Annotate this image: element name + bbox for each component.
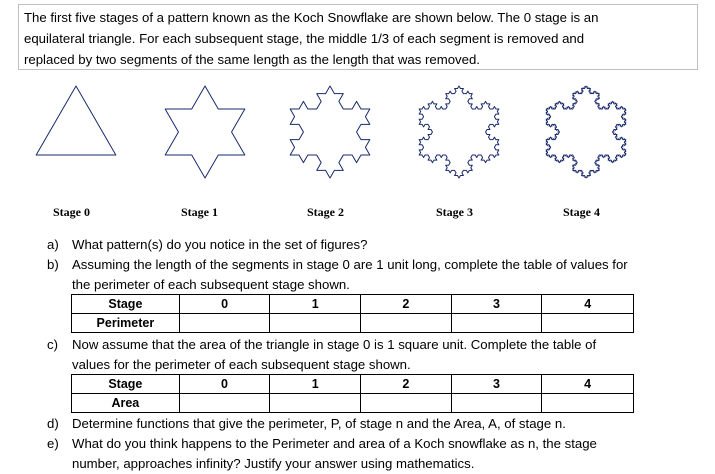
koch-stage-3-figure (419, 86, 499, 178)
area-header-1: 1 (270, 375, 361, 394)
perimeter-header-3: 3 (451, 295, 542, 314)
perimeter-cell-0[interactable] (179, 314, 270, 333)
question-a-letter: a) (47, 237, 59, 252)
intro-paragraph (24, 7, 664, 70)
intro-line-2: equilateral triangle. For each subsequent stage, the middle 1/3 of each segment is removed and (24, 31, 585, 46)
stage-0-label: Stage 0 (53, 205, 90, 219)
area-header-2: 2 (361, 375, 452, 394)
area-row-label: Area (72, 394, 180, 413)
koch-stage-1-figure (165, 86, 245, 178)
question-e-text-2: number, approaches infinity? Justify your answer using mathematics. (72, 456, 475, 471)
question-a-text: What pattern(s) do you notice in the set of figures? (72, 237, 368, 252)
stage-3-label: Stage 3 (436, 205, 473, 219)
question-e-letter: e) (47, 436, 59, 451)
question-c-text-1: Now assume that the area of the triangle in stage 0 is 1 square unit. Complete the table of (72, 337, 597, 352)
question-d-text: Determine functions that give the perimeter, P, of stage n and the Area, A, of stage n. (72, 416, 566, 431)
perimeter-header-stage: Stage (72, 295, 180, 314)
area-cell-2[interactable] (361, 394, 452, 413)
area-header-stage: Stage (72, 375, 180, 394)
koch-snowflake-figures (0, 72, 715, 202)
perimeter-cell-3[interactable] (451, 314, 542, 333)
question-c-text-2: values for the perimeter of each subsequent stage shown. (72, 357, 411, 372)
question-b-text-2: the perimeter of each subsequent stage shown. (72, 277, 350, 292)
perimeter-header-1: 1 (270, 295, 361, 314)
question-b-text-1: Assuming the length of the segments in stage 0 are 1 unit long, complete the table of values for (72, 257, 628, 272)
area-cell-0[interactable] (179, 394, 270, 413)
intro-line-3: replaced by two segments of the same length as the length that was removed. (24, 52, 480, 67)
perimeter-cell-4[interactable] (542, 314, 634, 333)
perimeter-header-2: 2 (361, 295, 452, 314)
intro-line-1: The first five stages of a pattern known as the Koch Snowflake are shown below. The 0 stage is an (24, 10, 599, 25)
area-header-3: 3 (451, 375, 542, 394)
perimeter-cell-2[interactable] (361, 314, 452, 333)
stage-2-label: Stage 2 (307, 205, 344, 219)
koch-stage-4-figure (546, 86, 626, 178)
perimeter-header-4: 4 (542, 295, 634, 314)
perimeter-header-0: 0 (179, 295, 270, 314)
perimeter-cell-1[interactable] (270, 314, 361, 333)
stage-4-label: Stage 4 (563, 205, 600, 219)
area-header-0: 0 (179, 375, 270, 394)
perimeter-table (71, 294, 634, 333)
perimeter-row-label: Perimeter (72, 314, 180, 333)
koch-stage-2-figure (290, 86, 370, 178)
question-e-text-1: What do you think happens to the Perimeter and area of a Koch snowflake as n, the stage (72, 436, 597, 451)
area-header-4: 4 (542, 375, 634, 394)
question-c-letter: c) (47, 337, 58, 352)
perimeter-table-header-row (72, 295, 634, 314)
question-d-letter: d) (47, 416, 59, 431)
perimeter-table-value-row (72, 314, 634, 333)
koch-stage-0-figure (36, 86, 116, 155)
stage-1-label: Stage 1 (181, 205, 218, 219)
area-table-header-row (72, 375, 634, 394)
area-table-value-row (72, 394, 634, 413)
area-cell-3[interactable] (451, 394, 542, 413)
question-b-letter: b) (47, 257, 59, 272)
area-table (71, 374, 634, 413)
area-cell-1[interactable] (270, 394, 361, 413)
area-cell-4[interactable] (542, 394, 634, 413)
